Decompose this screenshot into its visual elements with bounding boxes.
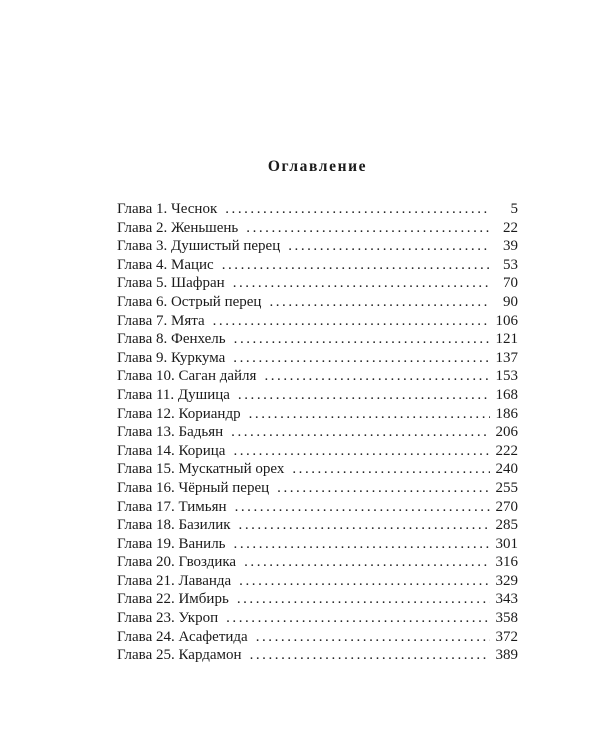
toc-entry [117, 646, 518, 665]
toc-entry [117, 312, 518, 331]
toc-entry [117, 386, 518, 405]
toc-page-number: 343 [495, 591, 518, 608]
toc-entry [117, 553, 518, 572]
toc-page-number: 39 [503, 238, 518, 255]
toc-dot-leader [256, 628, 490, 647]
toc-chapter-title: Глава 23. Укроп [117, 610, 219, 627]
toc-entry [117, 572, 518, 591]
toc-dot-leader [231, 423, 489, 442]
toc-entry [117, 293, 518, 312]
toc-chapter-title: Глава 15. Мускатный орех [117, 461, 285, 478]
toc-chapter-title: Глава 22. Имбирь [117, 591, 229, 608]
toc-entry [117, 349, 518, 368]
toc-entry [117, 628, 518, 647]
toc-page-number: 53 [503, 256, 518, 273]
toc-dot-leader [239, 516, 490, 535]
toc-chapter-title: Глава 20. Гвоздика [117, 554, 237, 571]
toc-page-number: 90 [503, 293, 518, 310]
toc-entry [117, 200, 518, 219]
toc-chapter-title: Глава 12. Кориандр [117, 405, 241, 422]
toc-entry [117, 330, 518, 349]
toc-page-number: 137 [495, 349, 518, 366]
toc-dot-leader [233, 274, 490, 293]
toc-chapter-title: Глава 3. Душистый перец [117, 238, 281, 255]
toc-chapter-title: Глава 6. Острый перец [117, 293, 262, 310]
toc-entry [117, 442, 518, 461]
toc-page-number: 240 [495, 461, 518, 478]
toc-entry [117, 498, 518, 517]
toc-page-number: 316 [495, 554, 518, 571]
toc-dot-leader [234, 330, 490, 349]
toc-chapter-title: Глава 24. Асафетида [117, 628, 248, 645]
toc-chapter-title: Глава 21. Лаванда [117, 572, 232, 589]
toc-chapter-title: Глава 9. Куркума [117, 349, 226, 366]
toc-dot-leader [250, 646, 490, 665]
toc-page-number: 270 [495, 498, 518, 515]
toc-list [117, 200, 518, 665]
toc-entry [117, 423, 518, 442]
toc-dot-leader [213, 312, 490, 331]
toc-entry [117, 609, 518, 628]
toc-chapter-title: Глава 1. Чеснок [117, 201, 218, 217]
toc-dot-leader [225, 200, 490, 219]
toc-chapter-title: Глава 13. Бадьян [117, 424, 224, 441]
toc-dot-leader [238, 386, 490, 405]
toc-dot-leader [234, 535, 490, 554]
toc-chapter-title: Глава 8. Фенхель [117, 331, 226, 348]
toc-entry [117, 219, 518, 238]
toc-chapter-title: Глава 11. Душица [117, 386, 230, 403]
toc-page-number: 222 [495, 442, 518, 459]
toc-page-number: 22 [503, 219, 518, 236]
toc-page-number: 106 [495, 312, 518, 329]
toc-page-number: 329 [495, 572, 518, 589]
toc-dot-leader [246, 219, 490, 238]
toc-entry [117, 460, 518, 479]
toc-page-number: 389 [495, 647, 518, 664]
toc-page-number: 121 [495, 331, 518, 348]
toc-dot-leader [244, 553, 489, 572]
toc-dot-leader [277, 479, 489, 498]
toc-page-number: 186 [495, 405, 518, 422]
toc-chapter-title: Глава 17. Тимьян [117, 498, 227, 515]
toc-page-number: 372 [495, 628, 518, 645]
toc-entry [117, 535, 518, 554]
toc-chapter-title: Глава 19. Ваниль [117, 535, 226, 552]
toc-entry [117, 590, 518, 609]
toc-dot-leader [239, 572, 489, 591]
toc-dot-leader [249, 405, 490, 424]
toc-chapter-title: Глава 4. Мацис [117, 256, 214, 273]
toc-dot-leader [222, 256, 490, 275]
toc-page-number: 168 [495, 386, 518, 403]
toc-dot-leader [226, 609, 489, 628]
toc-chapter-title: Глава 14. Корица [117, 442, 226, 459]
toc-chapter-title: Глава 16. Чёрный перец [117, 479, 270, 496]
toc-chapter-title: Глава 25. Кардамон [117, 647, 242, 664]
toc-dot-leader [292, 460, 489, 479]
toc-chapter-title: Глава 18. Базилик [117, 517, 231, 534]
toc-dot-leader [235, 498, 490, 517]
toc-dot-leader [288, 237, 490, 256]
toc-title: Оглавление [267, 158, 368, 175]
toc-dot-leader [237, 590, 490, 609]
toc-page-number: 358 [495, 610, 518, 627]
toc-dot-leader [264, 367, 489, 386]
toc-entry [117, 237, 518, 256]
toc-page-number: 255 [495, 479, 518, 496]
toc-dot-leader [233, 349, 489, 368]
toc-entry [117, 516, 518, 535]
toc-entry [117, 367, 518, 386]
toc-chapter-title: Глава 2. Женьшень [117, 219, 239, 236]
toc-entry [117, 274, 518, 293]
toc-chapter-title: Глава 10. Саган дайля [117, 368, 257, 385]
toc-dot-leader [269, 293, 490, 312]
toc-page-number: 153 [495, 368, 518, 385]
toc-entry [117, 256, 518, 275]
toc-entry [117, 405, 518, 424]
toc-entry [117, 479, 518, 498]
toc-page-number: 301 [495, 535, 518, 552]
toc-page-number: 70 [503, 275, 518, 292]
toc-page-number: 206 [495, 424, 518, 441]
toc-chapter-title: Глава 7. Мята [117, 312, 205, 329]
toc-page-number: 285 [495, 517, 518, 534]
toc-chapter-title: Глава 5. Шафран [117, 275, 225, 292]
toc-dot-leader [233, 442, 489, 461]
toc-page-number: 5 [510, 201, 518, 217]
